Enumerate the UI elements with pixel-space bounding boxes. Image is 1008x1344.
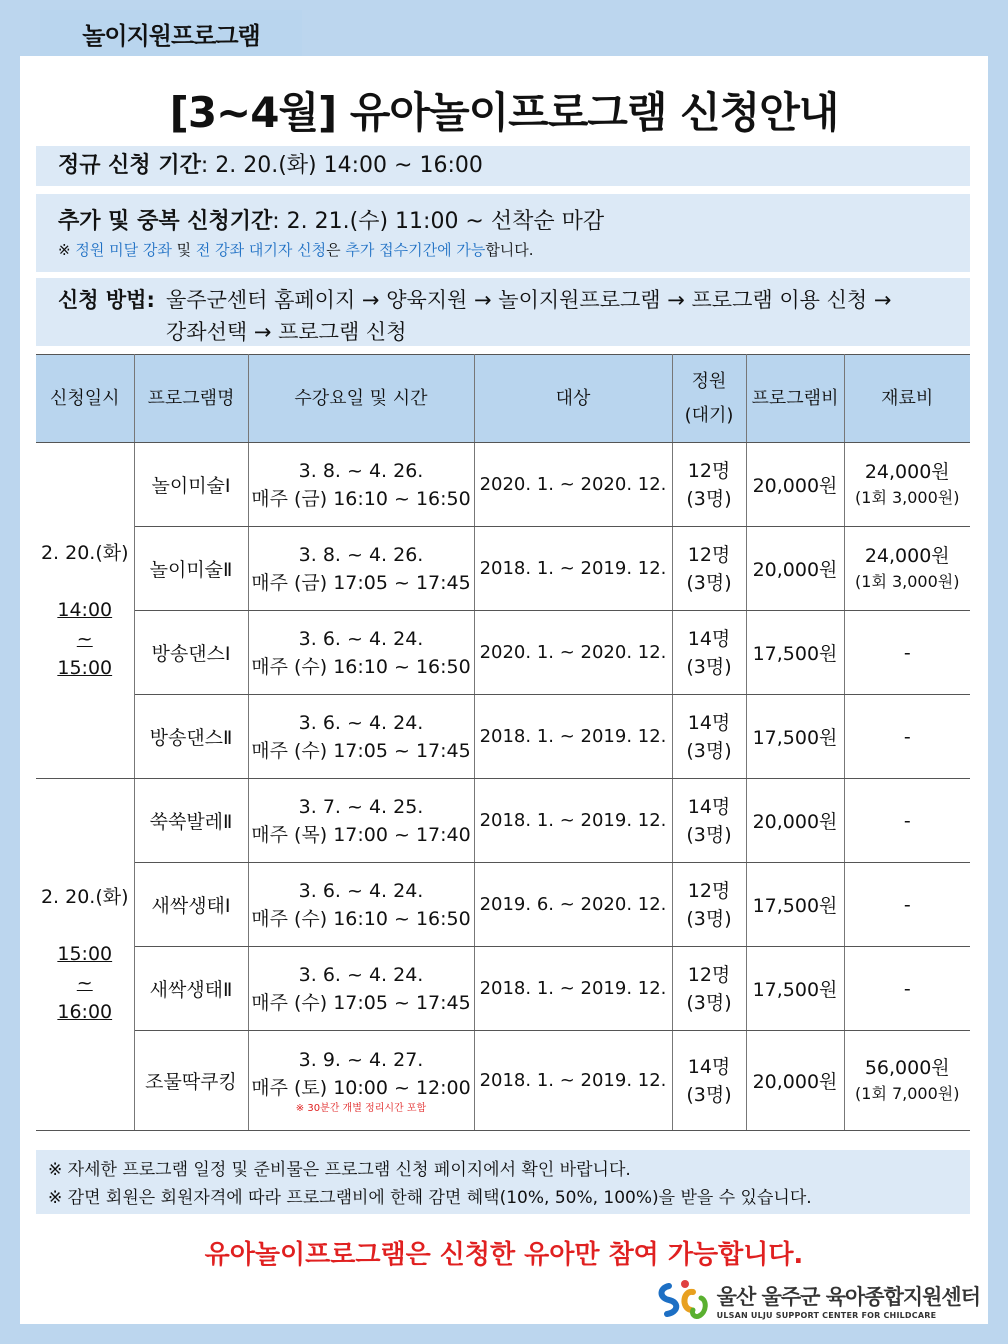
program-target: 2018. 1. ~ 2019. 12. — [474, 779, 672, 863]
program-schedule — [248, 611, 474, 695]
note-prefix: ※ — [58, 241, 76, 259]
program-target: 2018. 1. ~ 2019. 12. — [474, 695, 672, 779]
additional-period-value: : 2. 21.(수) 11:00 ~ 선착순 마감 — [272, 209, 605, 234]
group-date: 2. 20.(화) — [40, 541, 129, 564]
program-target: 2018. 1. ~ 2019. 12. — [474, 947, 672, 1031]
header-program: 프로그램명 — [134, 355, 248, 443]
program-material — [844, 527, 970, 611]
logo-name-ko: 울산 울주군 육아종합지원센터 — [716, 1284, 980, 1309]
program-time: 매주 (금) 17:05 ~ 17:45 — [251, 571, 471, 594]
notice-sheet — [20, 56, 988, 1324]
program-note: ※ 30분간 개별 정리시간 포함 — [295, 1102, 427, 1114]
waitlist-value: (3명) — [686, 739, 732, 762]
capacity-value: 12명 — [687, 963, 731, 986]
program-fee: 17,500원 — [746, 695, 844, 779]
method-line-2: 강좌선택 → 프로그램 신청 — [166, 320, 407, 344]
note-mid-1: 및 — [171, 241, 196, 259]
program-capacity — [672, 527, 746, 611]
header-fee: 프로그램비 — [746, 355, 844, 443]
program-period: 3. 8. ~ 4. 26. — [298, 459, 424, 482]
group-time-tilde: ~ — [76, 627, 93, 650]
note-highlight-1: 정원 미달 강좌 — [75, 241, 172, 259]
waitlist-value: (3명) — [686, 487, 732, 510]
application-method-box — [36, 278, 970, 346]
notes-box — [36, 1150, 970, 1214]
table-row — [36, 947, 970, 1031]
program-fee: 20,000원 — [746, 527, 844, 611]
waitlist-value: (3명) — [686, 991, 732, 1014]
table-header-row — [36, 355, 970, 443]
program-capacity — [672, 947, 746, 1031]
program-capacity — [672, 611, 746, 695]
program-schedule — [248, 527, 474, 611]
program-name: 방송댄스Ⅰ — [134, 611, 248, 695]
program-time: 매주 (금) 16:10 ~ 16:50 — [251, 487, 471, 510]
material-value: - — [903, 641, 911, 664]
waitlist-value: (3명) — [686, 823, 732, 846]
regular-period-box — [36, 146, 970, 186]
program-time: 매주 (목) 17:00 ~ 17:40 — [251, 823, 471, 846]
program-target: 2020. 1. ~ 2020. 12. — [474, 611, 672, 695]
waitlist-value: (3명) — [686, 907, 732, 930]
material-value: 24,000원 — [864, 460, 950, 483]
table-row — [36, 863, 970, 947]
program-fee: 17,500원 — [746, 947, 844, 1031]
program-material — [844, 695, 970, 779]
program-period: 3. 6. ~ 4. 24. — [298, 879, 424, 902]
program-schedule — [248, 947, 474, 1031]
center-logo — [655, 1278, 980, 1322]
header-material: 재료비 — [844, 355, 970, 443]
program-fee: 17,500원 — [746, 863, 844, 947]
table-row — [36, 611, 970, 695]
note-line-1: ※ 자세한 프로그램 일정 및 준비물은 프로그램 신청 페이지에서 확인 바랍니다. — [48, 1160, 631, 1180]
program-schedule — [248, 863, 474, 947]
group-time-end: 16:00 — [57, 1000, 113, 1023]
program-name: 놀이미술Ⅱ — [134, 527, 248, 611]
additional-period-note — [58, 235, 970, 260]
program-time: 매주 (토) 10:00 ~ 12:00 — [251, 1076, 471, 1099]
group-date: 2. 20.(화) — [40, 885, 129, 908]
program-period: 3. 8. ~ 4. 26. — [298, 543, 424, 566]
group-time-end: 15:00 — [57, 656, 113, 679]
additional-period-box — [36, 194, 970, 272]
capacity-value: 14명 — [687, 627, 731, 650]
material-sub: (1회 3,000원) — [855, 487, 960, 507]
program-capacity — [672, 1031, 746, 1131]
program-schedule — [248, 695, 474, 779]
table-row — [36, 779, 970, 863]
table-row — [36, 527, 970, 611]
group-1-date-cell — [36, 443, 134, 779]
note-highlight-2: 전 강좌 대기자 신청 — [195, 241, 327, 259]
program-target: 2018. 1. ~ 2019. 12. — [474, 1031, 672, 1131]
schedule-table — [36, 354, 970, 1131]
table-row — [36, 1031, 970, 1131]
capacity-value: 14명 — [687, 795, 731, 818]
header-schedule: 수강요일 및 시간 — [248, 355, 474, 443]
program-schedule — [248, 779, 474, 863]
capacity-value: 14명 — [687, 711, 731, 734]
page-title: [3~4월] 유아놀이프로그램 신청안내 — [169, 88, 839, 137]
capacity-value: 12명 — [687, 459, 731, 482]
material-sub: (1회 7,000원) — [855, 1083, 960, 1103]
header-capacity-line-2: (대기) — [684, 404, 734, 426]
footer-message: 유아놀이프로그램은 신청한 유아만 참여 가능합니다. — [204, 1240, 804, 1270]
material-value: 56,000원 — [864, 1056, 950, 1079]
capacity-value: 12명 — [687, 879, 731, 902]
material-value: - — [903, 809, 911, 832]
header-capacity-line-1: 정원 — [691, 370, 727, 392]
material-value: 24,000원 — [864, 544, 950, 567]
program-fee: 17,500원 — [746, 611, 844, 695]
program-schedule — [248, 1031, 474, 1131]
regular-period-value: : 2. 20.(화) 14:00 ~ 16:00 — [200, 153, 483, 178]
note-highlight-3: 추가 접수기간에 가능 — [345, 241, 486, 259]
group-time-start: 14:00 — [57, 598, 113, 621]
material-value: - — [903, 725, 911, 748]
material-value: - — [903, 893, 911, 916]
header-target: 대상 — [474, 355, 672, 443]
program-capacity — [672, 863, 746, 947]
program-material — [844, 779, 970, 863]
additional-period-label: 추가 및 중복 신청기간 — [58, 209, 273, 234]
method-line-1: 울주군센터 홈페이지 → 양육지원 → 놀이지원프로그램 → 프로그램 이용 신청 → — [166, 288, 892, 312]
program-fee: 20,000원 — [746, 443, 844, 527]
program-period: 3. 6. ~ 4. 24. — [298, 963, 424, 986]
note-line-2: ※ 감면 회원은 회원자격에 따라 프로그램비에 한해 감면 혜택(10%, 50%, 100%)을 받을 수 있습니다. — [48, 1188, 812, 1208]
program-material — [844, 863, 970, 947]
program-fee: 20,000원 — [746, 1031, 844, 1131]
table-row — [36, 695, 970, 779]
waitlist-value: (3명) — [686, 571, 732, 594]
header-capacity — [672, 355, 746, 443]
program-capacity — [672, 695, 746, 779]
program-material — [844, 611, 970, 695]
program-time: 매주 (수) 16:10 ~ 16:50 — [251, 655, 471, 678]
capacity-value: 12명 — [687, 543, 731, 566]
header-date: 신청일시 — [36, 355, 134, 443]
group-time-start: 15:00 — [57, 942, 113, 965]
header-tag: 놀이지원프로그램 — [40, 10, 302, 56]
program-fee: 20,000원 — [746, 779, 844, 863]
program-period: 3. 7. ~ 4. 25. — [298, 795, 424, 818]
table-row — [36, 443, 970, 527]
program-schedule — [248, 443, 474, 527]
material-value: - — [903, 977, 911, 1000]
group-time-tilde: ~ — [76, 971, 93, 994]
program-material — [844, 1031, 970, 1131]
program-name: 새싹생태Ⅱ — [134, 947, 248, 1031]
program-material — [844, 443, 970, 527]
regular-period-label: 정규 신청 기간 — [58, 153, 201, 178]
program-target: 2020. 1. ~ 2020. 12. — [474, 443, 672, 527]
program-name: 방송댄스Ⅱ — [134, 695, 248, 779]
waitlist-value: (3명) — [686, 655, 732, 678]
program-target: 2019. 6. ~ 2020. 12. — [474, 863, 672, 947]
program-time: 매주 (수) 16:10 ~ 16:50 — [251, 907, 471, 930]
group-2-date-cell — [36, 779, 134, 1131]
program-time: 매주 (수) 17:05 ~ 17:45 — [251, 991, 471, 1014]
waitlist-value: (3명) — [686, 1083, 732, 1106]
program-capacity — [672, 443, 746, 527]
program-name: 조물딱쿠킹 — [134, 1031, 248, 1131]
program-period: 3. 6. ~ 4. 24. — [298, 711, 424, 734]
program-material — [844, 947, 970, 1031]
program-capacity — [672, 779, 746, 863]
note-suffix: 합니다. — [485, 241, 534, 259]
logo-mark-icon — [655, 1278, 711, 1322]
program-time: 매주 (수) 17:05 ~ 17:45 — [251, 739, 471, 762]
method-label: 신청 방법: — [58, 288, 155, 312]
program-name: 쑥쑥발레Ⅱ — [134, 779, 248, 863]
material-sub: (1회 3,000원) — [855, 571, 960, 591]
program-period: 3. 6. ~ 4. 24. — [298, 627, 424, 650]
program-name: 새싹생태Ⅰ — [134, 863, 248, 947]
program-period: 3. 9. ~ 4. 27. — [298, 1048, 424, 1071]
capacity-value: 14명 — [687, 1055, 731, 1078]
program-name: 놀이미술Ⅰ — [134, 443, 248, 527]
logo-name-en: ULSAN ULJU SUPPORT CENTER FOR CHILDCARE — [716, 1310, 937, 1320]
program-target: 2018. 1. ~ 2019. 12. — [474, 527, 672, 611]
note-mid-2: 은 — [326, 241, 346, 259]
